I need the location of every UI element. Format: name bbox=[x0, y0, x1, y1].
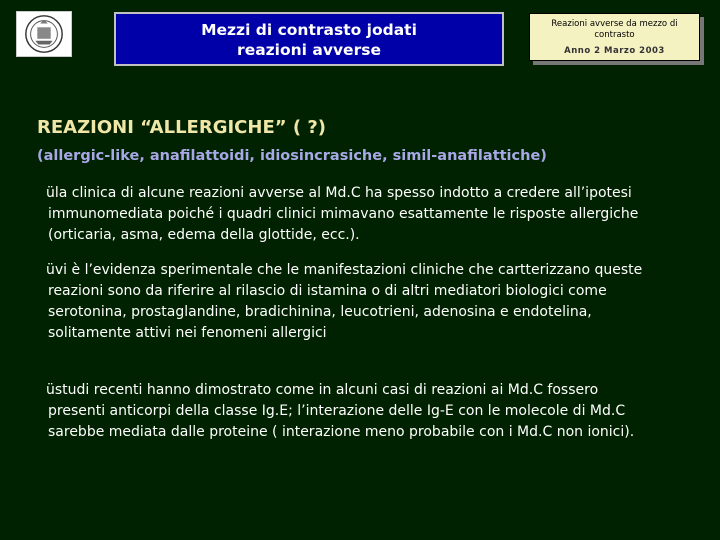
check-mark-icon: ü bbox=[46, 262, 55, 278]
bullet-text: vi è l’evidenza sperimentale che le manifestazioni cliniche che cartterizzano queste reazioni sono da riferire al rilascio di istamina o di altri mediatori biologici come serotonina, prostaglandine, bradichinina, leucotrieni, adenosina e endotelina, solitamente attivi nei fenomeni allergici bbox=[48, 262, 643, 341]
info-note-date: Anno 2 Marzo 2003 bbox=[564, 46, 665, 56]
university-seal-logo bbox=[16, 11, 72, 57]
bullet-item bbox=[48, 380, 648, 443]
info-note-line2: contrasto bbox=[594, 30, 635, 40]
bullet-text: studi recenti hanno dimostrato come in alcuni casi di reazioni ai Md.C fossero presenti anticorpi della classe Ig.E; l’interazione delle Ig-E con le molecole di Md.C sarebbe mediata dalle proteine ( interazione meno probabile con i Md.C non ionici). bbox=[48, 382, 635, 440]
check-mark-icon: ü bbox=[46, 185, 55, 201]
section-heading: REAZIONI “ALLERGICHE” ( ?) bbox=[37, 117, 327, 138]
section-subheading: (allergic-like, anafilattoidi, idiosincrasiche, simil-anafilattiche) bbox=[37, 148, 547, 164]
slide-title-line2: reazioni avverse bbox=[237, 41, 381, 59]
bullet-text: la clinica di alcune reazioni avverse al Md.C ha spesso indotto a credere all’ipotesi immunomediata poiché i quadri clinici mimavano esattamente le risposte allergiche (orticaria, asma, edema della glottide, ecc.). bbox=[48, 185, 639, 243]
slide-title-line1: Mezzi di contrasto jodati bbox=[201, 21, 417, 39]
info-note-line1: Reazioni avverse da mezzo di bbox=[551, 19, 678, 29]
info-note-box bbox=[529, 13, 700, 61]
bullet-item bbox=[48, 183, 648, 246]
seal-icon bbox=[17, 12, 71, 56]
slide-title-box bbox=[114, 12, 504, 66]
check-mark-icon: ü bbox=[46, 382, 55, 398]
bullet-item bbox=[48, 260, 648, 344]
